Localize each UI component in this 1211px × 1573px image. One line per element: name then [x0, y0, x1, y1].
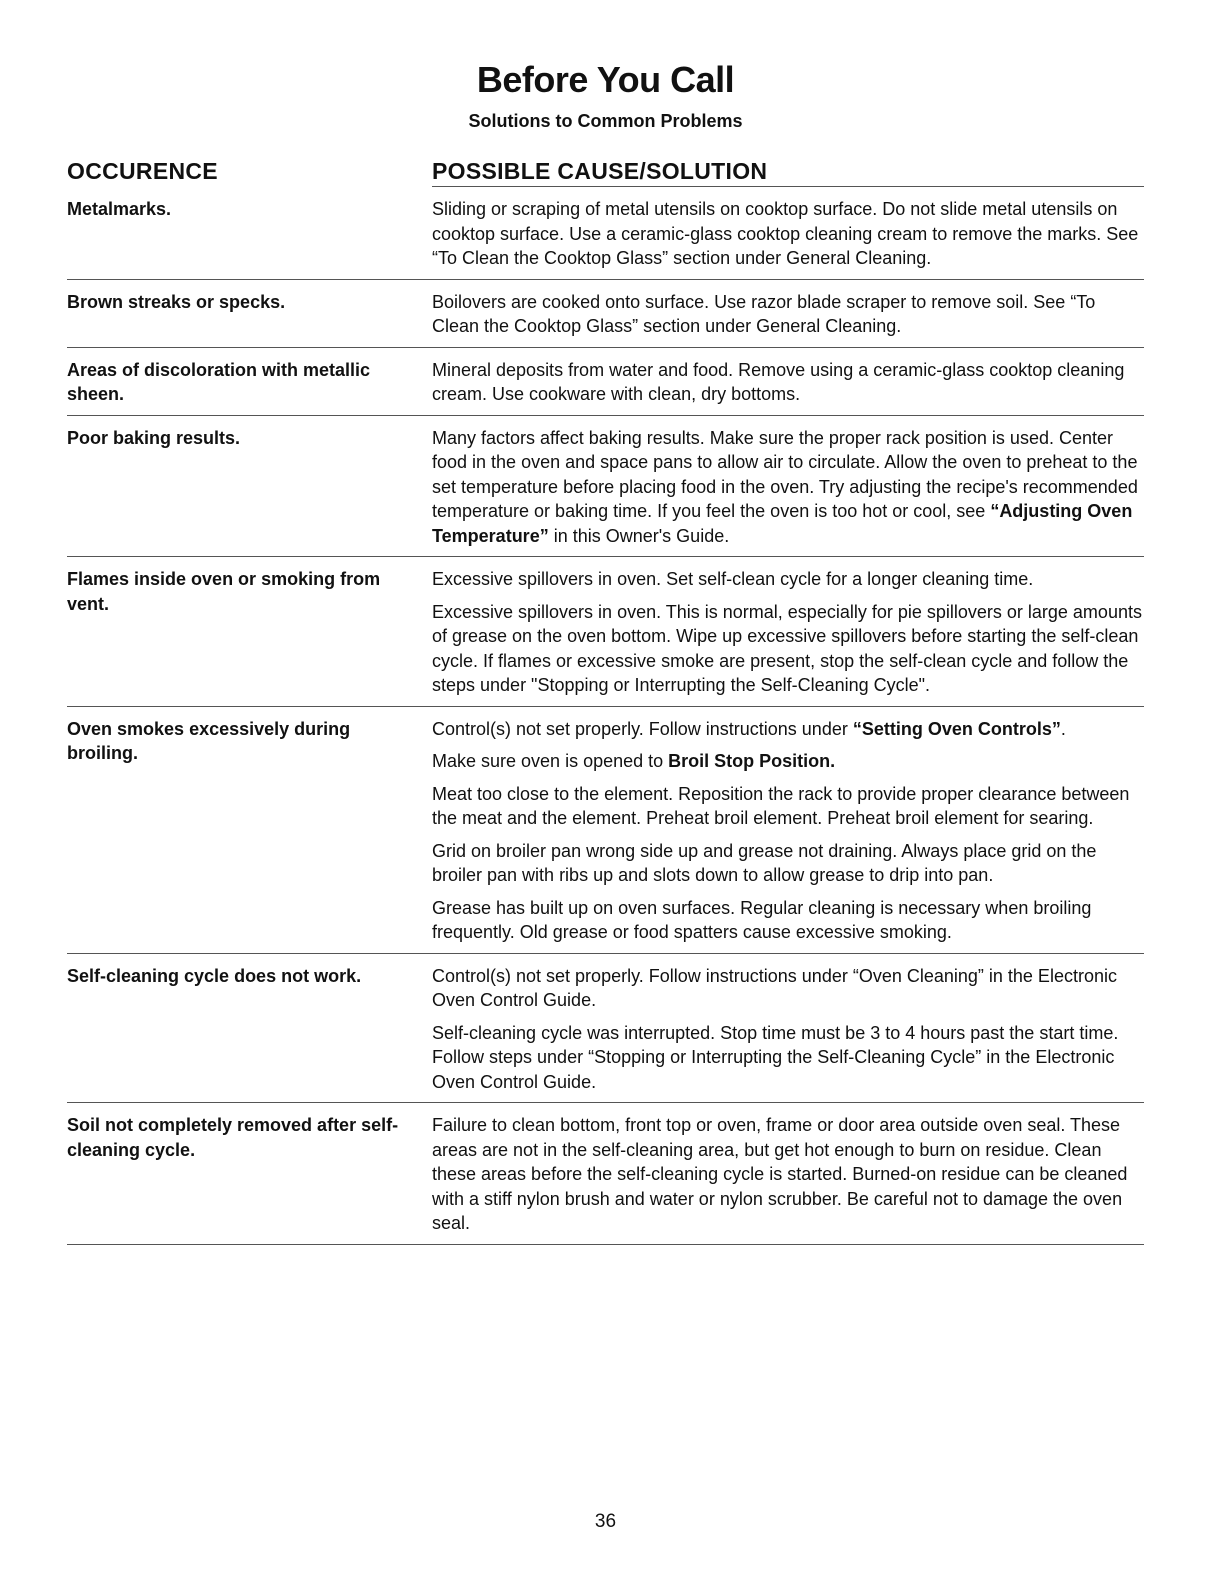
solution-text: Meat too close to the element. Reposition the rack to provide proper clearance between the meat and the element. Preheat broil element. Preheat broil element for searing.: [432, 783, 1130, 828]
solution-cell: [432, 567, 1144, 698]
table-row: [67, 707, 1144, 954]
table-row: [67, 187, 1144, 280]
solution-cell: [432, 358, 1144, 407]
solution-paragraph: [432, 717, 1144, 742]
solution-paragraph: [432, 290, 1144, 339]
solution-text: Control(s) not set properly. Follow instructions under: [432, 718, 853, 739]
solution-text: Mineral deposits from water and food. Remove using a ceramic-glass cooktop cleaning cream. Use cookware with clean, dry bottoms.: [432, 359, 1125, 404]
emphasized-text: “Adjusting Oven Temperature”: [432, 501, 1133, 546]
occurrence-label: Metalmarks.: [67, 199, 172, 219]
solution-cell: [432, 290, 1144, 339]
occurrence-label: Flames inside oven or smoking from vent.: [67, 569, 381, 614]
solution-text: Make sure oven is opened to: [432, 751, 669, 771]
solution-paragraph: [432, 567, 1144, 592]
table-row: [67, 1103, 1144, 1245]
solution-text: Self-cleaning cycle was interrupted. Stop time must be 3 to 4 hours past the start time. Follow steps under “Stopping or Interrupting the Self-Cleaning Cycle” in the Electronic Oven Control Guide.: [432, 1022, 1119, 1092]
solution-paragraph: [432, 749, 1144, 774]
emphasized-text: Broil Stop Position.: [668, 751, 836, 771]
table-row: [67, 348, 1144, 416]
solution-text: Excessive spillovers in oven. Set self-clean cycle for a longer cleaning time.: [432, 569, 1034, 589]
page-subtitle: Solutions to Common Problems: [468, 111, 743, 131]
troubleshooting-table: [67, 187, 1144, 1245]
table-row: [67, 416, 1144, 558]
solution-paragraph: [432, 197, 1144, 271]
occurrence-label: Oven smokes excessively during broiling.: [67, 718, 351, 763]
solution-paragraph: [432, 839, 1144, 888]
solution-text: Control(s) not set properly. Follow instructions under “Oven Cleaning” in the Electronic Oven Control Guide.: [432, 965, 1117, 1010]
solution-paragraph: [432, 358, 1144, 407]
solution-cell: [432, 197, 1144, 271]
table-row: [67, 557, 1144, 707]
occurrence-label: Areas of discoloration with metallic sheen.: [67, 359, 371, 404]
solution-cell: [432, 1113, 1144, 1236]
solution-text: Excessive spillovers in oven. This is normal, especially for pie spillovers or large amounts of grease on the oven bottom. Wipe up excessive spillovers before starting the self-clean cycle. If flames or excessive smoke are present, stop the self-clean cycle and follow the steps under "Stopping or Interrupting the Self-Cleaning Cycle".: [432, 601, 1142, 695]
solution-text: .: [1060, 718, 1066, 739]
solution-cell: [432, 426, 1144, 549]
solution-text: Boilovers are cooked onto surface. Use razor blade scraper to remove soil. See “To Clean the Cooktop Glass” section under General Cleaning.: [432, 291, 1096, 336]
solution-paragraph: [432, 600, 1144, 698]
page-number: 36: [594, 1511, 617, 1532]
solution-paragraph: [432, 1021, 1144, 1095]
emphasized-text: “Setting Oven Controls”: [852, 718, 1061, 739]
solution-paragraph: [432, 1113, 1144, 1236]
solution-text: Failure to clean bottom, front top or oven, frame or door area outside oven seal. These areas are not in the self-cleaning area, but get hot enough to burn on residue. Clean these areas before the self-cleaning cycle is started. Burned-on residue can be cleaned with a stiff nylon brush and water or nylon scrubber. Be careful not to damage the oven seal.: [432, 1115, 1128, 1233]
solution-text: in this Owner's Guide.: [548, 525, 730, 546]
solution-cell: [432, 717, 1144, 945]
solution-paragraph: [432, 964, 1144, 1013]
solution-paragraph: [432, 896, 1144, 945]
occurrence-label: Brown streaks or specks.: [67, 291, 286, 312]
solution-text: Sliding or scraping of metal utensils on cooktop surface. Do not slide metal utensils on cooktop surface. Use a ceramic-glass cooktop cleaning cream to remove the marks. See “To Clean the Cooktop Glass” section under General Cleaning.: [432, 199, 1139, 268]
solution-text: Grid on broiler pan wrong side up and grease not draining. Always place grid on the broiler pan with ribs up and slots down to allow grease to drip into pan.: [432, 840, 1097, 885]
occurrence-label: Poor baking results.: [67, 427, 241, 448]
column-header-occurrence: OCCURENCE: [67, 158, 218, 184]
table-row: [67, 280, 1144, 348]
solution-text: Many factors affect baking results. Make sure the proper rack position is used. Center food in the oven and space pans to allow air to circulate. Allow the oven to preheat to the set temperature before placing food in the oven. Try adjusting the recipe's recommended temperature or baking time. If you feel the oven is too hot or cool, see: [432, 427, 1138, 521]
solution-paragraph: [432, 782, 1144, 831]
column-header-solution: POSSIBLE CAUSE/SOLUTION: [432, 158, 768, 184]
solution-cell: [432, 964, 1144, 1095]
table-row: [67, 954, 1144, 1104]
solution-paragraph: [432, 426, 1144, 549]
page-title: Before You Call: [476, 59, 735, 100]
occurrence-label: Self-cleaning cycle does not work.: [67, 965, 362, 986]
solution-text: Grease has built up on oven surfaces. Regular cleaning is necessary when broiling frequently. Old grease or food spatters cause excessive smoking.: [432, 897, 1092, 942]
occurrence-label: Soil not completely removed after self-cleaning cycle.: [67, 1115, 399, 1160]
